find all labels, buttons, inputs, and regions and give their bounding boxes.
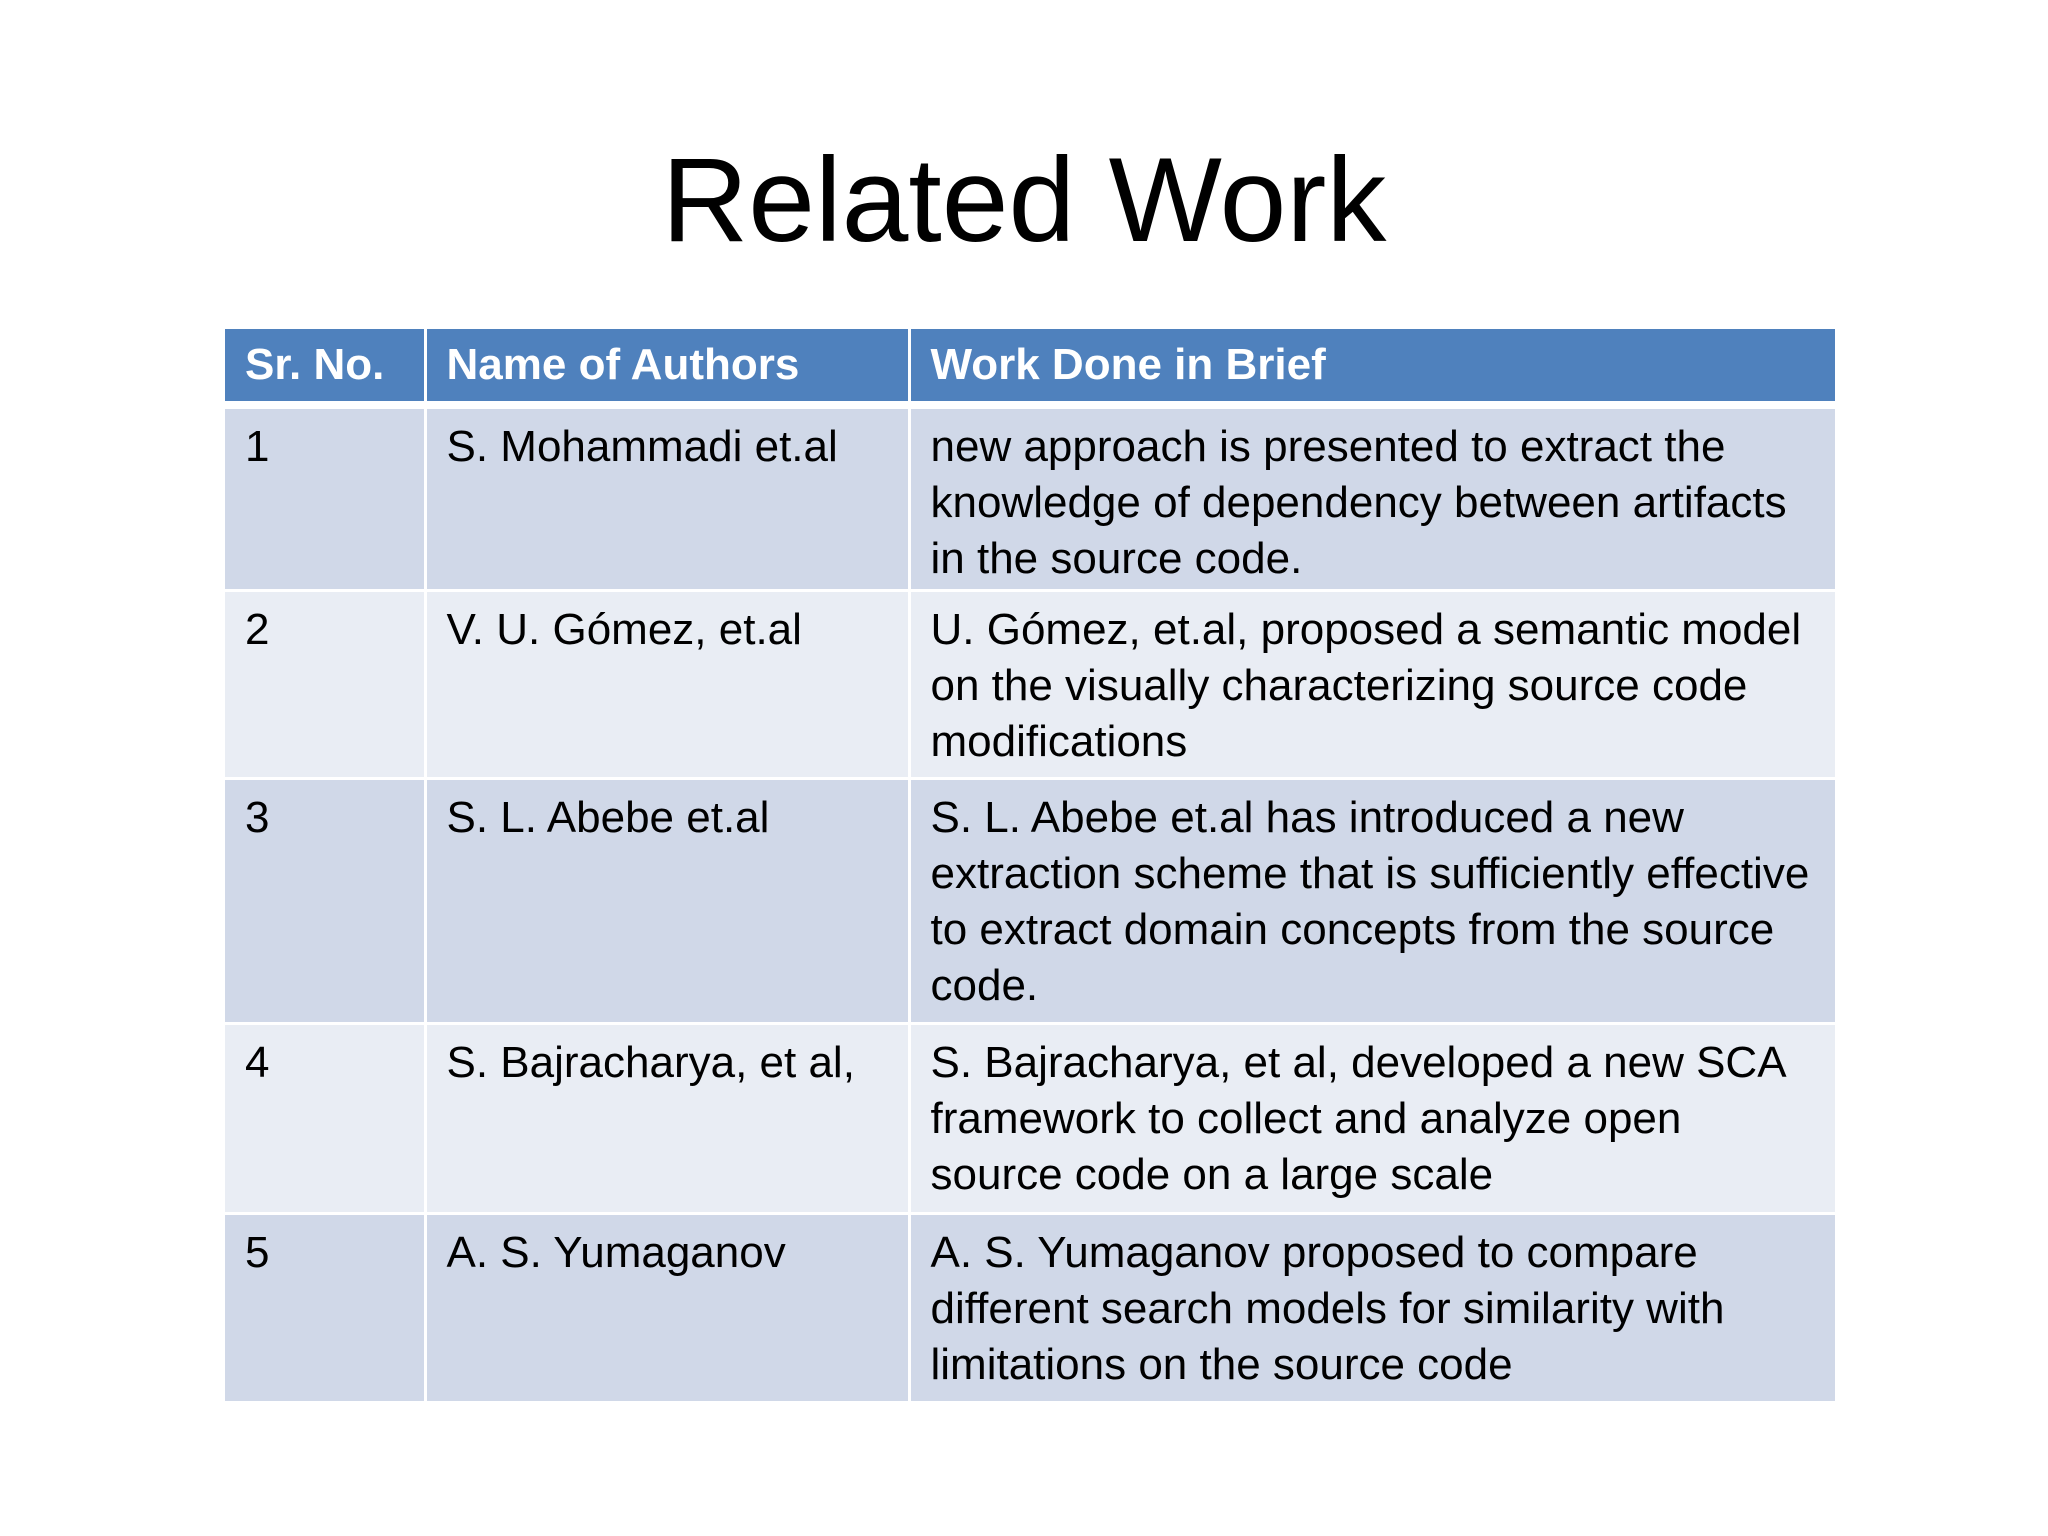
table-row — [225, 591, 1835, 779]
slide-title: Related Work — [661, 133, 1387, 267]
cell-sr-no: 2 — [225, 591, 425, 779]
header-name-of-authors: Name of Authors — [425, 329, 909, 405]
table-row — [225, 1024, 1835, 1214]
cell-work: S. Bajracharya, et al, developed a new SCA framework to collect and analyze open source code on a large scale — [909, 1024, 1835, 1214]
cell-authors: S. L. Abebe et.al — [425, 779, 909, 1024]
table-row — [225, 1214, 1835, 1403]
table-row — [225, 405, 1835, 591]
cell-work: A. S. Yumaganov proposed to compare different search models for similarity with limitations on the source code — [909, 1214, 1835, 1403]
cell-work: new approach is presented to extract the knowledge of dependency between artifacts in the source code. — [909, 405, 1835, 591]
cell-authors: A. S. Yumaganov — [425, 1214, 909, 1403]
cell-authors: S. Bajracharya, et al, — [425, 1024, 909, 1214]
header-sr-no: Sr. No. — [225, 329, 425, 405]
cell-sr-no: 5 — [225, 1214, 425, 1403]
table-header-row — [225, 329, 1835, 405]
cell-authors: V. U. Gómez, et.al — [425, 591, 909, 779]
cell-sr-no: 1 — [225, 405, 425, 591]
header-work-done-in-brief: Work Done in Brief — [909, 329, 1835, 405]
table-row — [225, 779, 1835, 1024]
cell-authors: S. Mohammadi et.al — [425, 405, 909, 591]
related-work-table — [225, 329, 1835, 1404]
cell-work: S. L. Abebe et.al has introduced a new extraction scheme that is sufficiently effective to extract domain concepts from the source code. — [909, 779, 1835, 1024]
cell-sr-no: 3 — [225, 779, 425, 1024]
cell-sr-no: 4 — [225, 1024, 425, 1214]
cell-work: U. Gómez, et.al, proposed a semantic model on the visually characterizing source code modifications — [909, 591, 1835, 779]
